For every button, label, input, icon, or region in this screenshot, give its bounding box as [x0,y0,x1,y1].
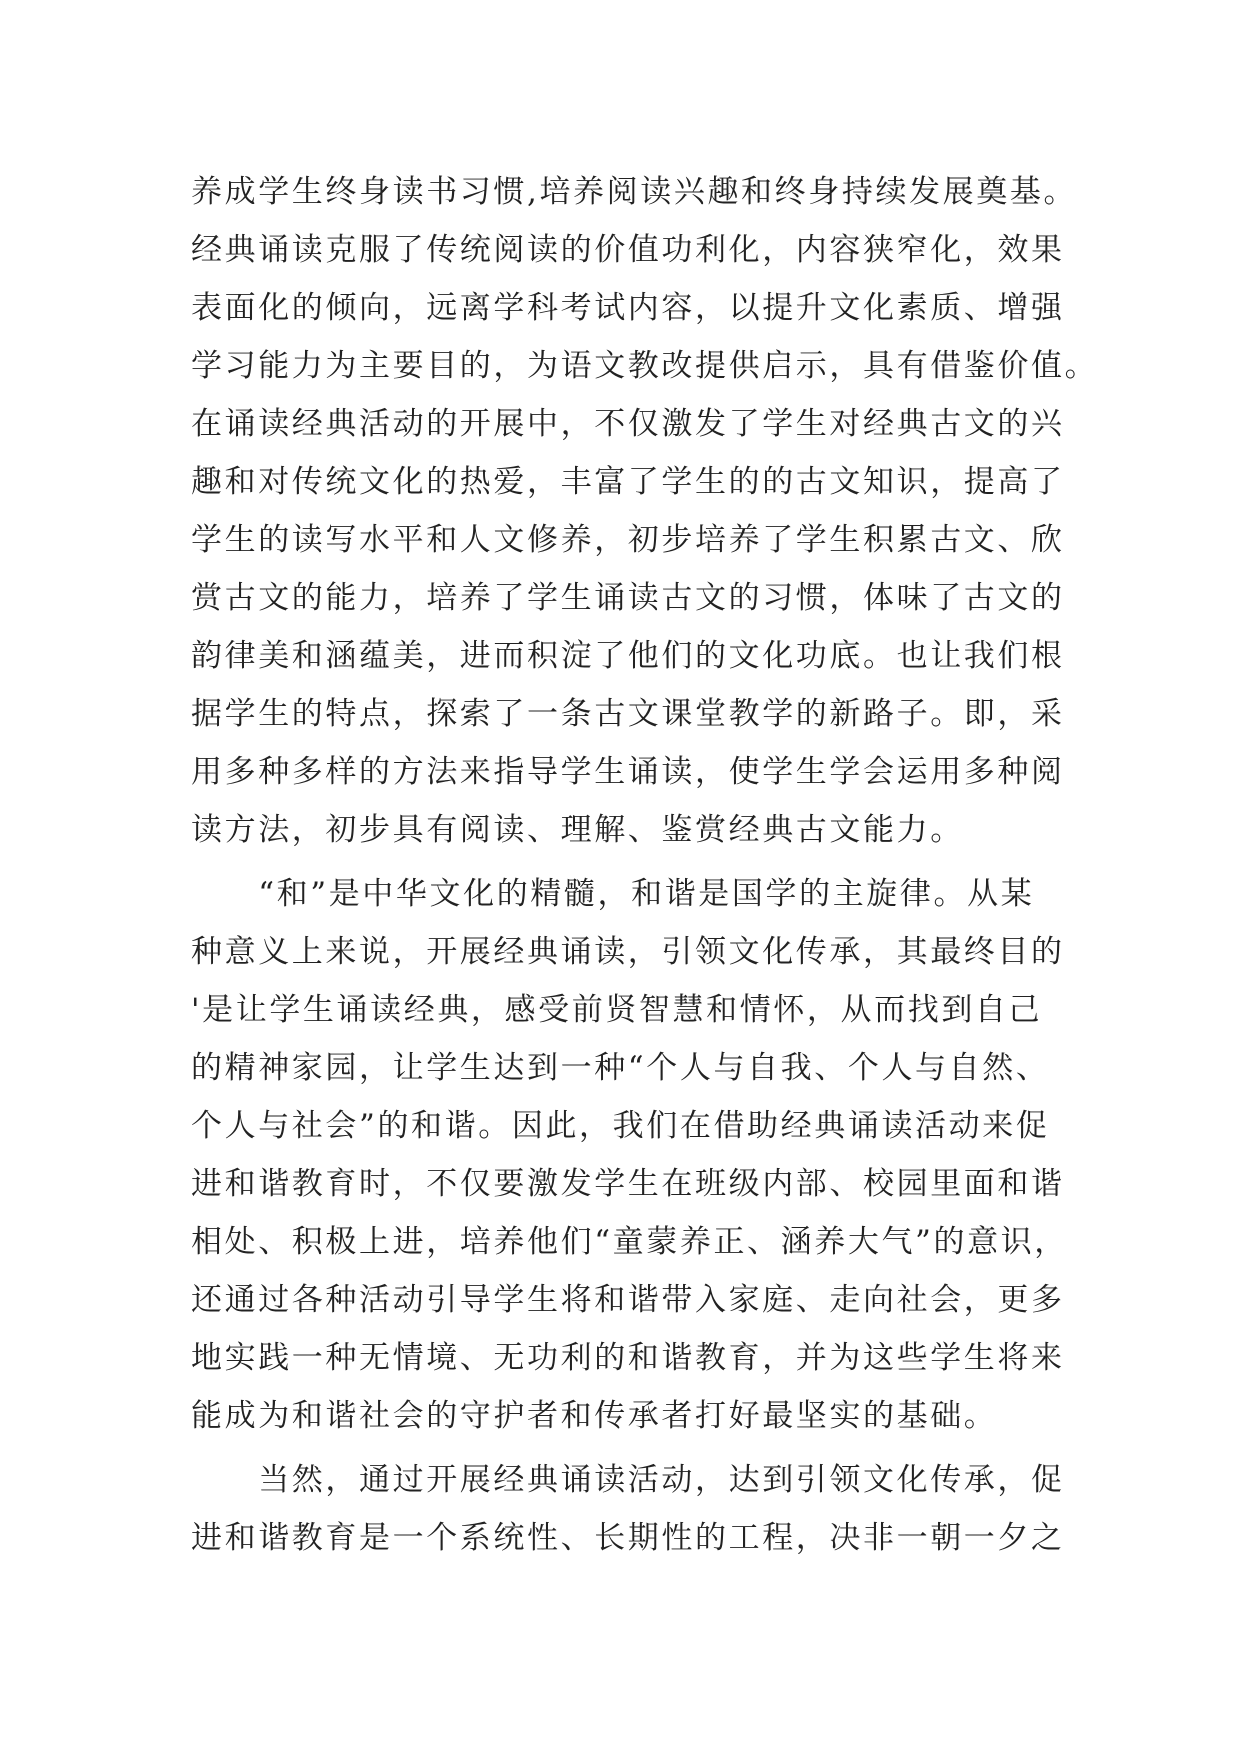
text-line: 地实践一种无情境、无功利的和谐教育，并为这些学生将来 [191,1340,1065,1376]
text-line: 学习能力为主要目的，为语文教改提供启示，具有借鉴价值。 [191,348,1099,384]
text-line: 相处、积极上进，培养他们“童蒙养正、涵养大气”的意识， [191,1224,1068,1260]
text-line: 读方法，初步具有阅读、理解、鉴赏经典古文能力。 [191,812,964,848]
text-line: 的精神家园，让学生达到一种“个人与自我、个人与自然、 [191,1050,1050,1086]
text-line: 经典诵读克服了传统阅读的价值功利化，内容狭窄化，效果 [191,232,1065,268]
paragraph-start-line: “和”是中华文化的精髓，和谐是国学的主旋律。从某 [191,876,1035,912]
text-line: 学生的读写水平和人文修养，初步培养了学生积累古文、欣 [191,522,1065,558]
text-line: 个人与社会”的和谐。因此，我们在借助经典诵读活动来促 [191,1108,1050,1144]
text-line: 用多种多样的方法来指导学生诵读，使学生学会运用多种阅 [191,754,1065,790]
text-line: 种意义上来说，开展经典诵读，引领文化传承，其最终目的 [191,934,1065,970]
paragraph-start-line: 当然，通过开展经典诵读活动，达到引领文化传承，促 [191,1462,1065,1498]
text-line: 进和谐教育时，不仅要激发学生在班级内部、校园里面和谐 [191,1166,1065,1202]
text-line: 据学生的特点，探索了一条古文课堂教学的新路子。即，采 [191,696,1065,732]
text-line: 赏古文的能力，培养了学生诵读古文的习惯，体味了古文的 [191,580,1065,616]
body-text [191,163,1099,1567]
text-line: 进和谐教育是一个系统性、长期性的工程，决非一朝一夕之 [191,1520,1065,1556]
text-line: 表面化的倾向，远离学科考试内容，以提升文化素质、增强 [191,290,1065,326]
text-line: 趣和对传统文化的热爱，丰富了学生的的古文知识，提高了 [191,464,1065,500]
text-line: 还通过各种活动引导学生将和谐带入家庭、走向社会，更多 [191,1282,1065,1318]
text-line: 养成学生终身读书习惯,培养阅读兴趣和终身持续发展奠基。 [191,174,1078,210]
text-line: 能成为和谐社会的守护者和传承者打好最坚实的基础。 [191,1398,998,1434]
text-line: 在诵读经典活动的开展中，不仅激发了学生对经典古文的兴 [191,406,1065,442]
text-line: '是让学生诵读经典，感受前贤智慧和情怀，从而找到自己 [191,992,1043,1028]
text-line: 韵律美和涵蕴美，进而积淀了他们的文化功底。也让我们根 [191,638,1065,674]
